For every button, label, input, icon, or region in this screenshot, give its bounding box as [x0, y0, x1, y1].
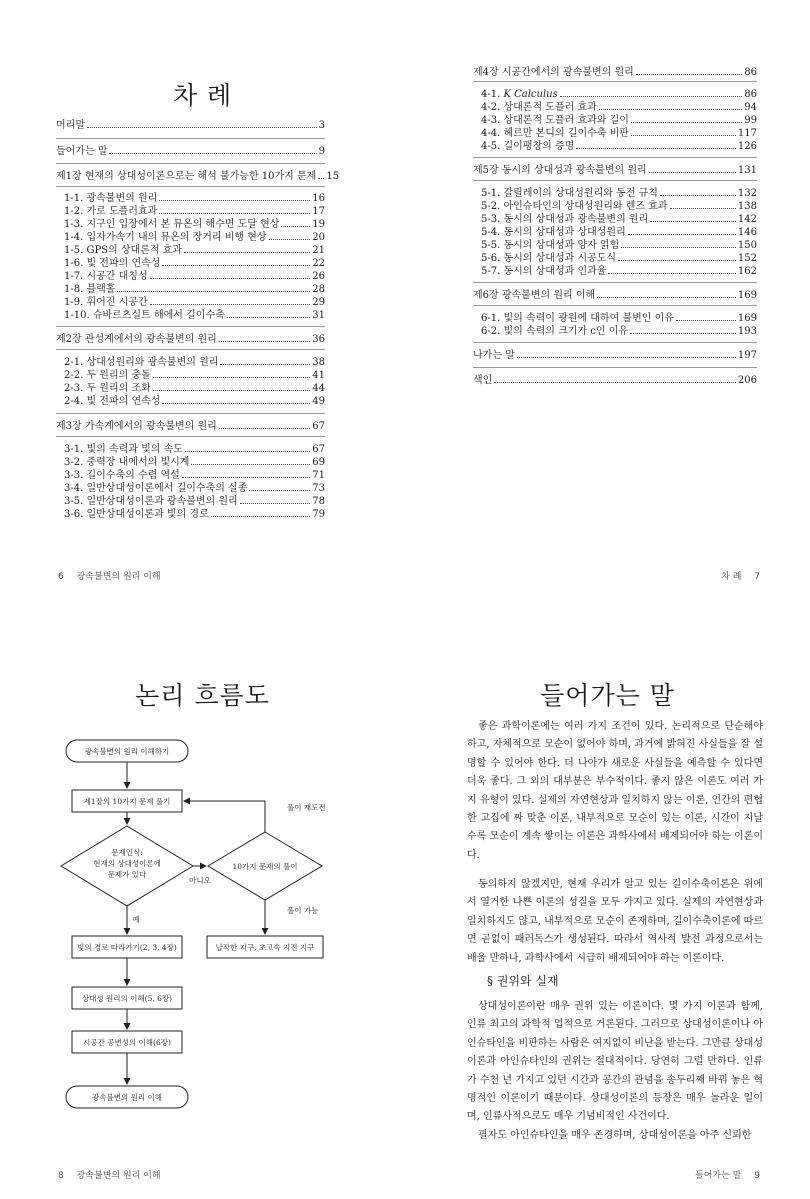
toc-entry: [473, 349, 757, 362]
intro-paragraph-3: 상대성이론이란 매우 권위 있는 이론이다. 몇 가지 이론과 함께, 인류 최고의 과학적 업적으로 거론된다. 그러므로 상대성이론이나 아인슈타인을 비판하는 사람은 여지없이 비난을 받는다. 그만큼 상대성이론과 아인슈타인의 권위는 절대적이다. 당연히 그럴 만하다. 인류가 수천 년 가지고 있던 시간과 공간의 관념을 송두리째 바꿔 놓은 혁명적인 이론이기 때문이다. 상대성이론의 등장은 매우 놀라운 일이며, 인류사적으로도 매우 기념비적인 사건이다.: [467, 1001, 763, 1123]
dot-leader: [159, 213, 310, 214]
dot-leader: [227, 317, 311, 318]
dot-leader: [191, 464, 310, 465]
toc-label: 3-2. 중력장 내에서의 빛시계: [64, 457, 190, 468]
page-6-table-of-contents: [0, 0, 405, 600]
toc-page-number: 169: [737, 313, 757, 324]
toc-entry: [56, 119, 325, 132]
toc-subentry: [481, 239, 757, 252]
toc-label: 5-6. 동시의 상대성과 시공도식: [481, 253, 617, 264]
dot-leader: [630, 333, 736, 334]
toc-page-number: 44: [312, 383, 325, 394]
page-number: 8: [58, 1171, 64, 1181]
toc-subentry: [481, 265, 757, 278]
toc-label: [481, 88, 558, 101]
toc-page-number: 19: [312, 219, 325, 230]
end-label: 광속불변의 원리 이해: [92, 1093, 162, 1102]
dot-leader: [220, 364, 310, 365]
toc-label: 5-4. 동시의 상대성과 상대성원리: [481, 227, 626, 238]
toc-page-number: 169: [737, 290, 757, 301]
toc-label: 1-9. 휘어진 시공간: [64, 297, 148, 308]
dot-leader: [219, 428, 310, 429]
toc-label: 제5장 동시의 상대성과 광속불변의 원리: [473, 165, 647, 176]
toc-subentry: [64, 495, 325, 508]
toc-label: 4-3. 상대론적 도플러 효과와 길이: [481, 115, 629, 126]
toc-subentry: [64, 205, 325, 218]
toc-label: 1-7. 시공간 대칭성: [64, 271, 148, 282]
toc-page-number: 86: [744, 89, 757, 100]
toc-label: 3-5. 일반상대성이론과 광속불변의 원리: [64, 496, 238, 507]
toc-label: 3-6. 일반상대성이론과 빛의 경로: [64, 509, 209, 520]
toc-page-number: 79: [312, 509, 325, 520]
step2-label: 빛의 경로 따라가기(2, 3, 4장): [77, 943, 177, 952]
toc-label: 제1장 현재의 상대성이론으로는 해석 불가능한 10가지 문제: [56, 171, 317, 182]
footer-right: [721, 569, 770, 582]
toc-entry: [56, 170, 340, 183]
dot-leader: [182, 477, 311, 478]
toc-page-number: 38: [312, 357, 325, 368]
toc-subentry: [481, 213, 757, 226]
decision1-line3: 문제가 있다: [107, 870, 147, 879]
section-heading: § 권위와 실재: [487, 974, 559, 988]
toc-page-number: 206: [737, 375, 757, 386]
toc-subentry: [64, 270, 325, 283]
toc-page-number: 197: [737, 350, 757, 361]
toc-subentry: [64, 356, 325, 369]
dot-leader: [636, 74, 742, 75]
toc-page-number: 36: [312, 334, 325, 345]
toc-page-number: 86: [744, 67, 757, 78]
toc-title: 차 례: [172, 81, 233, 110]
dot-leader: [631, 122, 742, 123]
running-head: 차 례: [721, 572, 742, 582]
step1-label: 제1장의 10가지 문제 풀기: [83, 797, 171, 806]
dot-leader: [631, 135, 736, 136]
toc-label: 5-2. 아인슈타인의 상대성원리와 렌즈 효과: [481, 201, 668, 212]
toc-divider: [473, 305, 757, 306]
page-8-logic-flowchart: [0, 600, 405, 1199]
page-7-table-of-contents: [405, 0, 810, 600]
toc-label: 5-7. 동시의 상대성과 인과율: [481, 266, 607, 277]
toc-page-number: 49: [312, 396, 325, 407]
dot-leader: [318, 178, 324, 179]
toc-page-number: 126: [737, 141, 757, 152]
flowchart-title: 논리 흐름도: [135, 681, 270, 710]
toc-subentry: [64, 218, 325, 231]
toc-divider: [473, 81, 757, 82]
toc-label: 3-1. 빛의 속력과 빛의 속도: [64, 444, 183, 455]
toc-subentry: [64, 443, 325, 456]
toc-label: 제4장 시공간에서의 광속불변의 원리: [473, 67, 634, 78]
dot-leader: [560, 96, 743, 97]
dot-leader: [576, 148, 736, 149]
toc-label: 2-3. 두 원리의 조화: [64, 383, 151, 394]
dot-leader: [117, 291, 310, 292]
toc-page-number: 15: [326, 171, 340, 182]
step4-label: 시공간 공변성의 이해(6장): [83, 1038, 171, 1047]
toc-label: 1-4. 입자가속기 내의 뮤온의 장거리 비행 현상: [64, 232, 267, 243]
toc-divider: [473, 342, 757, 343]
toc-label: 1-1. 광속불변의 원리: [64, 193, 158, 204]
dot-leader: [650, 221, 736, 222]
label-retry: 풀이 재도전: [287, 803, 326, 812]
toc-label: 1-10. 슈바르츠실트 해에서 길이수축: [64, 310, 225, 321]
toc-page-number: 26: [312, 271, 325, 282]
toc-page-number: 3: [318, 120, 325, 131]
step3-label: 상대성 원리의 이해(5, 6장): [81, 994, 173, 1003]
toc-subentry: [481, 252, 757, 265]
toc-label: 5-3. 동시의 상대성과 광속불변의 원리: [481, 214, 649, 225]
toc-entry: [473, 66, 757, 79]
toc-subentry: [64, 508, 325, 521]
dot-leader: [150, 278, 311, 279]
toc-label: 제2장 관성계에서의 광속불변의 원리: [56, 334, 217, 345]
toc-page-number: 21: [312, 245, 325, 256]
toc-divider: [56, 138, 325, 139]
dot-leader: [162, 403, 310, 404]
toc-subentry: [481, 312, 757, 325]
toc-subentry: [481, 325, 757, 338]
toc-entry: [473, 289, 757, 302]
toc-subentry: [64, 296, 325, 309]
dot-leader: [240, 503, 311, 504]
page-number: 6: [58, 572, 64, 582]
intro-title: 들어가는 말: [540, 681, 675, 710]
toc-page-number: 29: [312, 297, 325, 308]
toc-page-number: 16: [312, 193, 325, 204]
label-no: 아니오: [189, 876, 211, 885]
running-head: 광속불변의 원리 이해: [76, 572, 161, 582]
toc-page-number: 78: [312, 496, 325, 507]
dot-leader: [618, 260, 736, 261]
toc-page-number: 146: [737, 227, 757, 238]
toc-divider: [473, 367, 757, 368]
dot-leader: [621, 247, 736, 248]
dot-leader: [517, 357, 736, 358]
toc-subentry: [64, 244, 325, 257]
toc-label: 6-2. 빛의 속력의 크기가 c인 이유: [481, 326, 629, 337]
dot-leader: [249, 490, 310, 491]
dot-leader: [162, 265, 310, 266]
toc-label: 3-3. 길이수축의 수렴 역설: [64, 470, 180, 481]
toc-label: 1-3. 지구인 입장에서 본 뮤온의 해수면 도달 현상: [64, 219, 280, 230]
page-number: 9: [754, 1171, 760, 1181]
toc-subentry: [64, 283, 325, 296]
toc-page-number: 142: [737, 214, 757, 225]
toc-entry: [56, 145, 325, 158]
toc-subentry: [64, 382, 325, 395]
toc-page-number: 117: [737, 128, 757, 139]
toc-label: 2-1. 상대성원리와 광속불변의 원리: [64, 357, 219, 368]
toc-divider: [56, 186, 325, 187]
toc-label: 1-2. 가로 도플러효과: [64, 206, 158, 217]
toc-label: 2-4. 빛 전파의 연속성: [64, 396, 161, 407]
page-9-introduction: [405, 600, 810, 1199]
toc-label: 1-6. 빛 전파의 연속성: [64, 258, 161, 269]
label-solvable: 풀이 가능: [287, 906, 319, 915]
dot-leader: [608, 273, 735, 274]
label-yes: 예: [132, 915, 140, 924]
toc-entry: [56, 333, 325, 346]
dot-leader: [670, 208, 736, 209]
toc-divider: [56, 413, 325, 414]
toc-label-prefix: 4-1.: [481, 89, 504, 100]
toc-page-number: 94: [744, 102, 757, 113]
toc-page-number: 132: [737, 188, 757, 199]
toc-page-number: 152: [737, 253, 757, 264]
toc-label: 들어가는 말: [56, 146, 108, 157]
toc-divider: [473, 180, 757, 181]
toc-divider: [473, 157, 757, 158]
footer-left: [48, 569, 161, 582]
toc-label: 5-5. 동시의 상대성과 양자 얽힘: [481, 240, 620, 251]
side-result-label: 납작한 지구, 초고속 지진 지구: [215, 943, 315, 952]
toc-page-number: 31: [312, 310, 325, 321]
toc-label: 제3장 가속계에서의 광속불변의 원리: [56, 421, 217, 432]
toc-page-number: 150: [737, 240, 757, 251]
toc-subentry: [64, 231, 325, 244]
toc-entry: [56, 420, 325, 433]
toc-label: 1-5. GPS의 상대론적 효과: [64, 245, 183, 256]
toc-subentry: [481, 114, 757, 127]
toc-label: 1-8. 블랙홀: [64, 284, 116, 295]
toc-label: 제6장 광속불변의 원리 이해: [473, 290, 596, 301]
decision1-line2: 현재의 상대성이론에: [93, 859, 161, 868]
toc-subentry: [481, 140, 757, 153]
dot-leader: [269, 239, 311, 240]
toc-label: 4-2. 상대론적 도플러 효과: [481, 102, 597, 113]
toc-divider: [56, 326, 325, 327]
dot-leader: [153, 377, 310, 378]
toc-page-number: 131: [737, 165, 757, 176]
toc-subentry: [481, 187, 757, 200]
dot-leader: [494, 382, 736, 383]
toc-label: 6-1. 빛의 속력이 광원에 대하여 불변인 이유: [481, 313, 674, 324]
toc-subentry: [64, 369, 325, 382]
toc-divider: [56, 436, 325, 437]
toc-page-number: 9: [318, 146, 325, 157]
toc-label: 4-5. 길이팽창의 증명: [481, 141, 575, 152]
toc-page-number: 20: [312, 232, 325, 243]
toc-entry: [473, 164, 757, 177]
dot-leader: [184, 252, 310, 253]
intro-paragraph-4: 필자도 아인슈타인을 매우 존경하며, 상대성이론을 아주 신뢰한: [478, 1130, 752, 1141]
decision1-line1: 문제인식:: [111, 848, 143, 857]
toc-subentry: [64, 395, 325, 408]
toc-subentry: [64, 309, 325, 322]
toc-page-number: 67: [312, 421, 325, 432]
toc-subentry: [64, 456, 325, 469]
toc-divider: [56, 349, 325, 350]
toc-label: 4-4. 헤르만 본디의 길이수축 비판: [481, 128, 629, 139]
dot-leader: [211, 516, 311, 517]
running-head: 광속불변의 원리 이해: [76, 1171, 161, 1181]
toc-subentry: [64, 482, 325, 495]
toc-subentry: [481, 101, 757, 114]
dot-leader: [660, 195, 736, 196]
toc-entry: [473, 374, 757, 387]
toc-subentry: [481, 200, 757, 213]
dot-leader: [597, 297, 736, 298]
toc-subentry: [481, 127, 757, 140]
dot-leader: [649, 172, 736, 173]
dot-leader: [219, 341, 310, 342]
toc-page-number: 73: [312, 483, 325, 494]
toc-page-number: 193: [737, 326, 757, 337]
dot-leader: [109, 153, 316, 154]
toc-label: 2-2. 두 원리의 충돌: [64, 370, 151, 381]
dot-leader: [87, 127, 317, 128]
intro-paragraph-1: 좋은 과학이론에는 여러 가지 조건이 있다. 논리적으로 단순해야 하고, 자체적으로 모순이 없어야 하며, 과거에 밝혀진 사실들을 잘 설명할 수 있어야 한다. 더 나아가 새로운 사실들을 예측할 수 있다면 더욱 좋다. 그 외의 대부분은 부수적이다. 좋지 않은 이론도 여러 가지 유형이 있다. 실제의 자연현상과 일치하지 않는 이론, 인간의 편협한 고집에 짜 맞춘 이론, 내부적으로 모순이 있는 이론, 시간이 지날수록 모순이 계속 쌓이는 이론은 과학사에서 배제되어야 하는 이론이다.: [467, 721, 763, 861]
dot-leader: [599, 109, 743, 110]
decision2-label: 10가지 문제의 풀이: [232, 862, 298, 871]
toc-page-number: 22: [312, 258, 325, 269]
toc-page-number: 69: [312, 457, 325, 468]
page-number: 7: [754, 572, 760, 582]
dot-leader: [159, 200, 310, 201]
toc-label: 나가는 말: [473, 350, 515, 361]
dot-leader: [153, 390, 310, 391]
dot-leader: [281, 226, 310, 227]
toc-label-italic: K Calculus: [503, 89, 558, 100]
toc-page-number: 71: [312, 470, 325, 481]
toc-label: 5-1. 갈릴레이의 상대성원리와 동전 규칙: [481, 188, 658, 199]
toc-label: 머리말: [56, 120, 85, 131]
toc-page-number: 67: [312, 444, 325, 455]
dot-leader: [676, 320, 736, 321]
dot-leader: [150, 304, 311, 305]
start-label: 광속불변의 원리 이해하기: [84, 747, 170, 756]
toc-subentry: [64, 192, 325, 205]
footer-right: [695, 1168, 770, 1181]
toc-page-number: 17: [312, 206, 325, 217]
running-head: 들어가는 말: [695, 1171, 742, 1181]
toc-page-number: 138: [737, 201, 757, 212]
toc-subentry: [481, 226, 757, 239]
toc-divider: [473, 282, 757, 283]
toc-label: 3-4. 일반상대성이론에서 길이수축의 실종: [64, 483, 248, 494]
toc-subentry: [64, 257, 325, 270]
toc-subentry: [481, 88, 757, 101]
toc-subentry: [64, 469, 325, 482]
dot-leader: [628, 234, 736, 235]
toc-page-number: 162: [737, 266, 757, 277]
toc-page-number: 41: [312, 370, 325, 381]
logic-flowchart: [0, 600, 405, 1199]
toc-divider: [56, 163, 325, 164]
toc-page-number: 28: [312, 284, 325, 295]
toc-label: 색인: [473, 375, 493, 386]
intro-paragraph-2: 동의하지 않겠지만, 현재 우리가 알고 있는 길이수축이론은 위에서 열거한 나쁜 이론의 성질을 모두 가지고 있다. 실제의 자연현상과 일치하지도 않고, 내부적으로 모순이 존재하며, 길이수축이론에 따르면 곧없이 패러독스가 생성된다. 따라서 역사적 발전 과정으로서는 배울 만하나, 과학사에서 시급히 배제되어야 하는 이론이다.: [467, 879, 763, 964]
dot-leader: [185, 451, 310, 452]
toc-page-number: 99: [744, 115, 757, 126]
arrow-retry-loop: [184, 801, 265, 832]
footer-left: [48, 1168, 161, 1181]
